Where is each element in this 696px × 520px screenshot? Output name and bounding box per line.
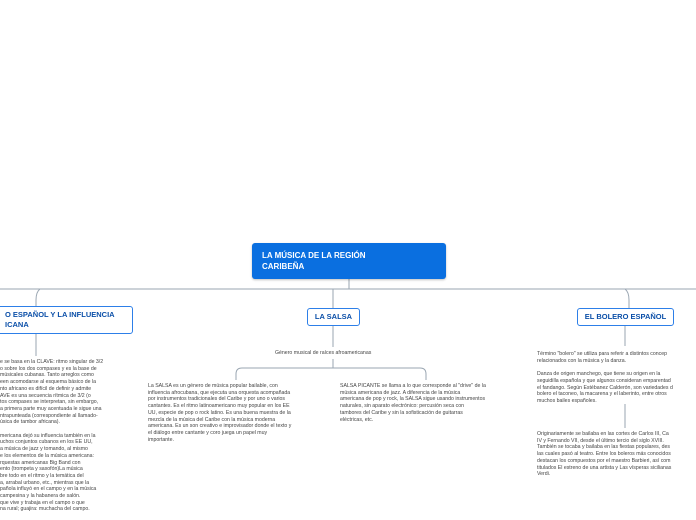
text-line: a primera parte muy acentuada le sigue una: [0, 405, 102, 412]
text-line: influencia afrocubana, que ejecuta una orquesta acompañada: [148, 389, 291, 396]
central-topic-line2: CARIBEÑA: [262, 262, 305, 271]
text-line: úsica de tambor africana).: [0, 419, 60, 426]
text-line: tambores del Caribe y sin la sofisticación de guitarras: [340, 409, 463, 416]
text-line: SALSA PICANTE se llama a lo que corresponde al "drive" de la: [340, 383, 486, 389]
text-line: eléctricas, etc.: [340, 416, 374, 423]
text-line: UU, especie de pop o rock latino. Es una buena muestra de la: [148, 409, 291, 416]
text-line: o sobre los dos compases y es la base de: [0, 365, 97, 372]
text-line: Verdi.: [537, 471, 551, 478]
left-text-block: [0, 359, 130, 513]
text-line: ntrapunteada (correspondiente al llamado-: [0, 412, 98, 419]
text-line: IV y Fernando VII, desde el último tercio del siglo XVIII.: [537, 437, 664, 444]
text-line: a música de jazz y tomando, al mismo: [0, 446, 88, 453]
text-line: ento (trompeta y saxofón)La música: [0, 466, 83, 473]
text-line-spacer: [0, 426, 130, 433]
connector-middle-split: [236, 359, 426, 380]
branch-right-label: EL BOLERO ESPAÑOL: [584, 312, 667, 321]
text-line: muchos bailes españoles.: [537, 397, 597, 404]
connector-right-branch: [625, 289, 629, 308]
text-line: e los elementos de la música americana:: [0, 452, 94, 459]
branch-el-bolero-espanol[interactable]: [577, 308, 674, 326]
text-line: La SALSA es un género de música popular bailable, con: [148, 383, 278, 389]
text-line: americana de pop y rock, la SALSA sigue usando instrumentos: [340, 396, 486, 403]
text-line: rquestas americanas Big Band con: [0, 459, 81, 466]
text-line: een acomodarse al esquema básico de la: [0, 379, 97, 386]
text-line: naturales, sin aparato electrónico: percusión seca con: [340, 403, 464, 410]
branch-left-line2: ICANA: [5, 320, 29, 329]
central-topic[interactable]: [252, 243, 446, 279]
text-line: e se basa en la CLAVE: ritmo singular de 3/2: [0, 359, 104, 365]
text-line: AVE es una secuencia rítmica de 3/2 (o: [0, 392, 91, 399]
text-line: el fandango. Según Estébanez Calderón, son variedades d: [537, 384, 673, 391]
salsa-picante-text: [340, 383, 525, 423]
salsa-subtitle[interactable]: Género musical de raíces afroamericanas: [275, 350, 372, 356]
text-line: mericana dejó su influencia también en la: [0, 432, 96, 439]
text-line: pañola influyó en el campo y en la música: [0, 486, 97, 493]
text-line: a, arrabal urbano, etc., mientras que la: [0, 479, 90, 486]
text-line: campesina y la habanera de salón.: [0, 493, 81, 500]
text-line: destacan los compuestos por el maestro Barbieri, así com: [537, 457, 671, 464]
branch-left-line1: O ESPAÑOL Y LA INFLUENCIA: [5, 310, 115, 319]
branch-bolero-espanol-influencia[interactable]: [0, 306, 133, 334]
text-line: relacionados con la música y la danza.: [537, 357, 627, 364]
text-line: música americana de jazz. A diferencia de la música: [340, 389, 461, 396]
branch-middle-label: LA SALSA: [314, 312, 353, 321]
central-topic-line1: LA MÚSICA DE LA REGIÓN: [262, 251, 366, 260]
text-line: tos compases se interpretan, sin embargo,: [0, 399, 99, 406]
text-line-spacer: [537, 364, 696, 371]
text-line: cantantes. Es el ritmo latinoamericano muy popular en los EE: [148, 403, 290, 410]
text-line: seguidilla española y que algunos consideran emparentad: [537, 377, 671, 384]
text-line: el diálogo entre cantante y coro juega un papel muy: [148, 429, 268, 436]
text-line: las cuales pasó al teatro. Entre los boleros más conocidos: [537, 451, 671, 458]
text-line: que vive y trabaja en el campo o que: [0, 499, 85, 506]
text-line: mezcla de la música del Caribe con la música moderna: [148, 416, 276, 423]
text-line: americana. Es un son creativo e improvisador donde el texto y: [148, 423, 292, 430]
text-line: nto africano es difícil de definir y admite: [0, 385, 92, 392]
text-line: uchos conjuntos cubanos en los EE UU,: [0, 439, 93, 446]
text-line: na rural; guajira: muchacha del campo.: [0, 506, 90, 513]
text-line: bolero el taconeo, la macarena y el laberinto, entre otros: [537, 391, 667, 398]
text-line: titulados El estreno de una artista y Las vísperas sicilianas: [537, 464, 672, 471]
connector-left-branch: [36, 289, 40, 306]
text-line: por instrumentos tradicionales del Caribe y por uno o varios: [148, 396, 285, 403]
text-line: importante.: [148, 436, 174, 443]
bolero-definition-text: [537, 351, 696, 405]
branch-la-salsa[interactable]: [307, 308, 360, 326]
text-line: Término "bolero" se utiliza para referir a distintos concep: [537, 351, 667, 357]
text-line: Originariamente se bailaba en las cortes de Carlos III, Ca: [537, 431, 669, 437]
text-line: Danza de origen manchego, que tiene su origen en la: [537, 371, 661, 378]
bolero-history-text: [537, 431, 696, 478]
text-line: También se tocaba y bailaba en las fiestas populares, des: [537, 444, 670, 451]
salsa-definition-text: [148, 383, 328, 443]
text-line: músicales cubanas. Tanto arreglos como: [0, 372, 94, 379]
text-line: bre todo en el ritmo y la temática del: [0, 472, 84, 479]
